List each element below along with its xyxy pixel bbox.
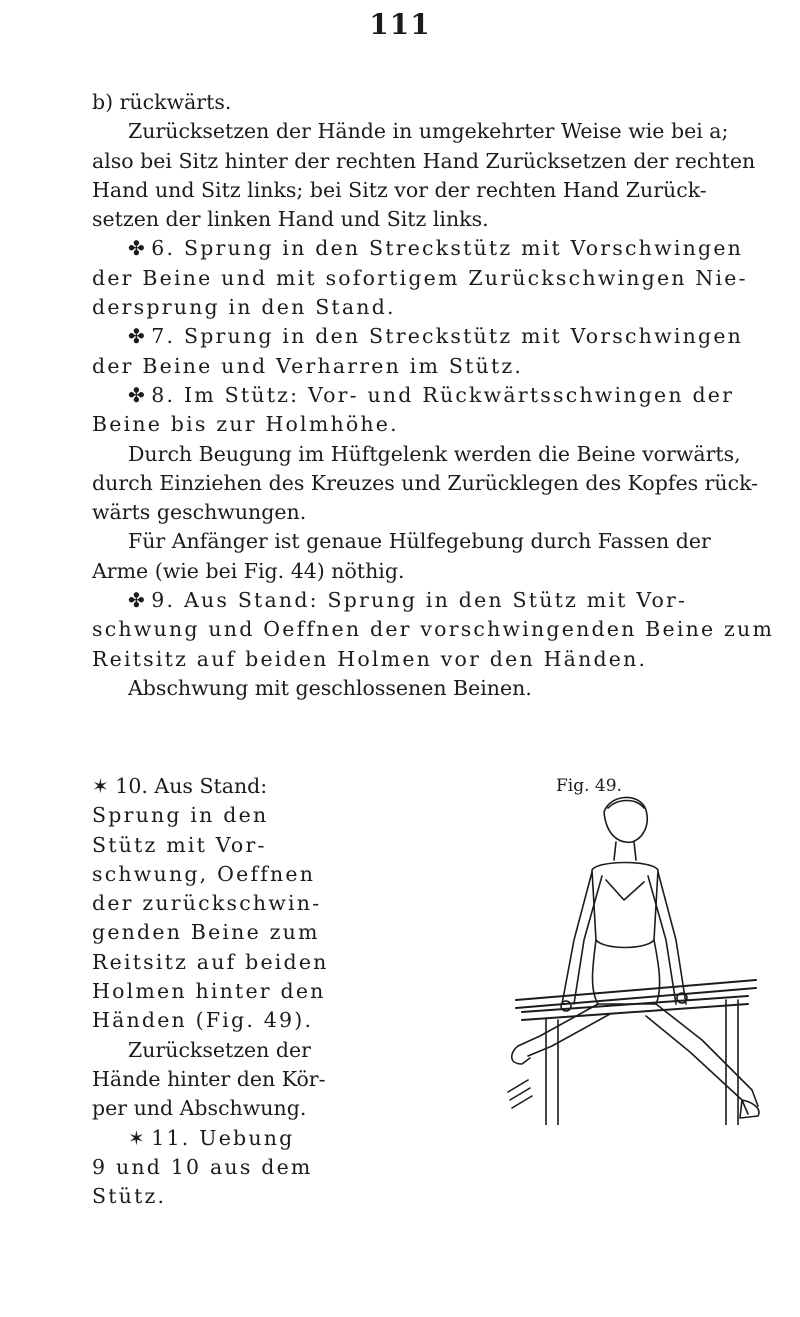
gymnast-on-parallel-bars-illustration [506, 790, 764, 1125]
main-text [92, 88, 775, 703]
exercise-8-note: Arme (wie bei Fig. 44) nöthig. [92, 558, 405, 583]
right-leg-lower [646, 1016, 748, 1114]
exercise-9-line: Reitsitz auf beiden Holmen vor den Händen. [92, 646, 648, 671]
exercise-7-line: ✤ 7. Sprung in den Streckstütz mit Vorschwingen [128, 324, 744, 349]
intro-line: Hand und Sitz links; bei Sitz vor der rechten Hand Zurück- [92, 177, 707, 202]
intro-line: also bei Sitz hinter der rechten Hand Zurücksetzen der rechten [92, 148, 756, 173]
exercise-10-note: per und Abschwung. [92, 1096, 307, 1121]
exercise-7-line: der Beine und Verharren im Stütz. [92, 353, 524, 378]
right-arm-inner [648, 876, 676, 1004]
exercise-11-line: Stütz. [92, 1184, 167, 1209]
asterisk-icon: ✤ [128, 324, 145, 349]
exercise-9-line: ✤ 9. Aus Stand: Sprung in den Stütz mit Vor- [128, 588, 688, 613]
exercise-10-line: Holmen hinter den [92, 979, 326, 1004]
exercise-10-line: der zurückschwin- [92, 891, 322, 916]
exercise-8-line: ✤ 8. Im Stütz: Vor- und Rückwärtsschwingen der [128, 382, 735, 407]
star-icon: ✶ [92, 774, 109, 798]
exercise-8-note: durch Einziehen des Kreuzes und Zurücklegen des Kopfes rück- [92, 470, 759, 495]
section-heading: b) rückwärts. [92, 90, 232, 114]
exercise-10-line: Sprung in den [92, 803, 269, 828]
exercise-11-line: ✶ 11. Uebung [128, 1125, 295, 1150]
left-arm-inner [574, 876, 602, 1004]
exercise-10-note: Hände hinter den Kör- [92, 1066, 326, 1091]
page-number: 111 [369, 8, 431, 41]
exercise-10-line: genden Beine zum [92, 920, 320, 945]
star-icon: ✶ [128, 1125, 145, 1150]
exercise-11-line: 9 und 10 aus dem [92, 1154, 313, 1179]
figure-label: Fig. 49. [556, 776, 622, 796]
bar-post-right [726, 1000, 738, 1125]
exercise-6-line: ✤ 6. Sprung in den Streckstütz mit Vorschwingen [128, 236, 744, 261]
asterisk-icon: ✤ [128, 382, 145, 407]
left-foot [512, 1046, 530, 1064]
motion-lines [508, 1080, 532, 1108]
exercise-8-note: Für Anfänger ist genaue Hülfegebung durch Fassen der [128, 529, 711, 554]
neck-shape [614, 842, 636, 860]
shirt-detail [606, 880, 644, 900]
bar-bottom [522, 996, 748, 1020]
asterisk-icon: ✤ [128, 236, 145, 261]
exercise-6-line: dersprung in den Stand. [92, 295, 396, 320]
exercise-8-note: Durch Beugung im Hüftgelenk werden die Beine vorwärts, [128, 441, 741, 466]
intro-line: setzen der linken Hand und Sitz links. [92, 207, 489, 232]
exercise-10-line: schwung, Oeffnen [92, 861, 316, 886]
exercise-10-line: Stütz mit Vor- [92, 832, 267, 857]
asterisk-icon: ✤ [128, 588, 145, 613]
exercise-9-note: Abschwung mit geschlossenen Beinen. [128, 675, 532, 700]
bar-post-left [546, 1018, 558, 1125]
right-leg-upper [656, 1004, 758, 1106]
narrow-column [92, 772, 329, 1211]
exercise-8-note: wärts geschwungen. [92, 500, 307, 525]
exercise-10-note: Zurücksetzen der [128, 1037, 311, 1062]
exercise-6-line: der Beine und mit sofortigem Zurückschwingen Nie- [92, 265, 748, 290]
hip-shape [593, 940, 660, 1004]
right-arm [658, 872, 686, 1004]
exercise-10-line: ✶ 10. Aus Stand: [92, 774, 268, 798]
intro-line: Zurücksetzen der Hände in umgekehrter Weise wie bei a; [128, 119, 729, 144]
figure-illustration [506, 790, 764, 1125]
exercise-9-line: schwung und Oeffnen der vorschwingenden Beine zum [92, 617, 775, 642]
exercise-8-line: Beine bis zur Holmhöhe. [92, 412, 399, 437]
exercise-10-line: Händen (Fig. 49). [92, 1008, 314, 1033]
exercise-10-line: Reitsitz auf beiden [92, 949, 329, 974]
